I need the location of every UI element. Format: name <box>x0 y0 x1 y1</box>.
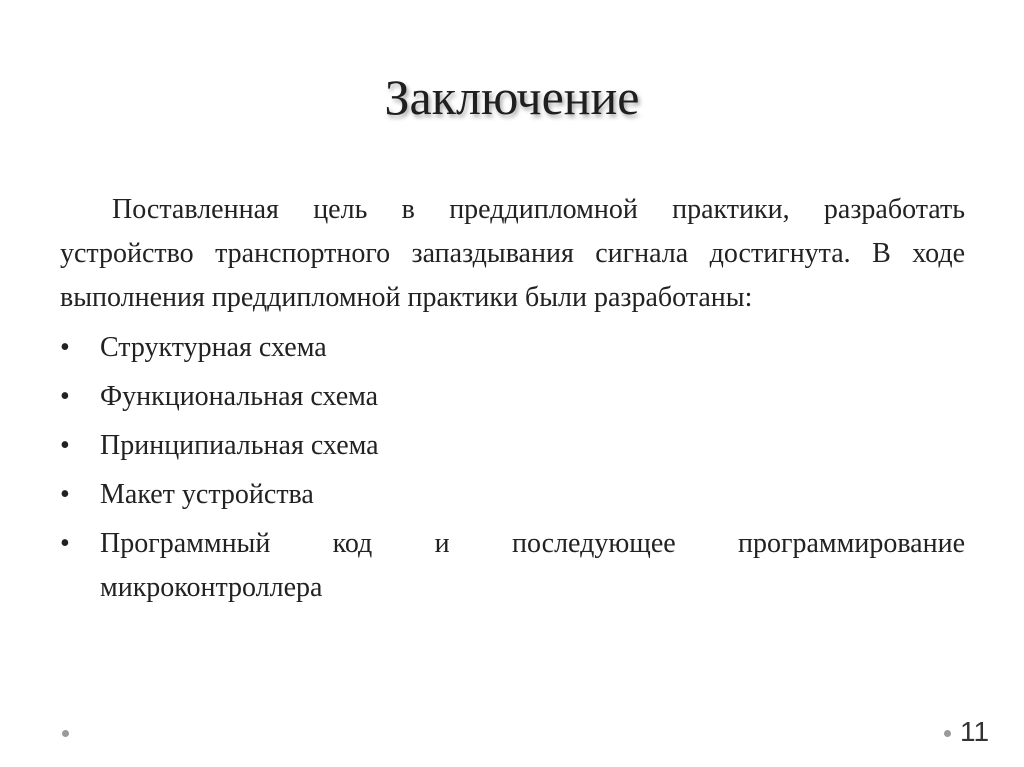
bullet-icon: • <box>60 381 70 412</box>
conclusion-paragraph: Поставленная цель в преддипломной практики, разработать устройство транспортного запаздывания сигнала достигнута. В ходе выполнения преддипломной практики были разработаны: <box>60 194 965 313</box>
list-item-text: Макет устройства <box>100 479 314 510</box>
list-item-text: Принципиальная схема <box>100 430 379 461</box>
list-item-text: Программный код и последующее программирование микроконтроллера <box>100 528 965 603</box>
list-item <box>60 424 965 468</box>
bullet-icon: • <box>60 528 70 559</box>
list-item <box>60 473 965 517</box>
footer-dot-right-icon <box>944 730 951 737</box>
list-item-text: Структурная схема <box>100 332 327 363</box>
bullet-icon: • <box>60 430 70 461</box>
list-item-text: Функциональная схема <box>100 381 379 412</box>
bullet-list <box>60 326 965 610</box>
list-item <box>60 326 965 370</box>
bullet-icon: • <box>60 332 70 363</box>
bullet-icon: • <box>60 479 70 510</box>
slide-title: Заключение <box>384 69 640 125</box>
footer-dot-left-icon <box>62 730 69 737</box>
page-number: 11 <box>960 716 990 747</box>
list-item <box>60 375 965 419</box>
list-item <box>60 522 965 610</box>
slide-content <box>60 188 965 615</box>
